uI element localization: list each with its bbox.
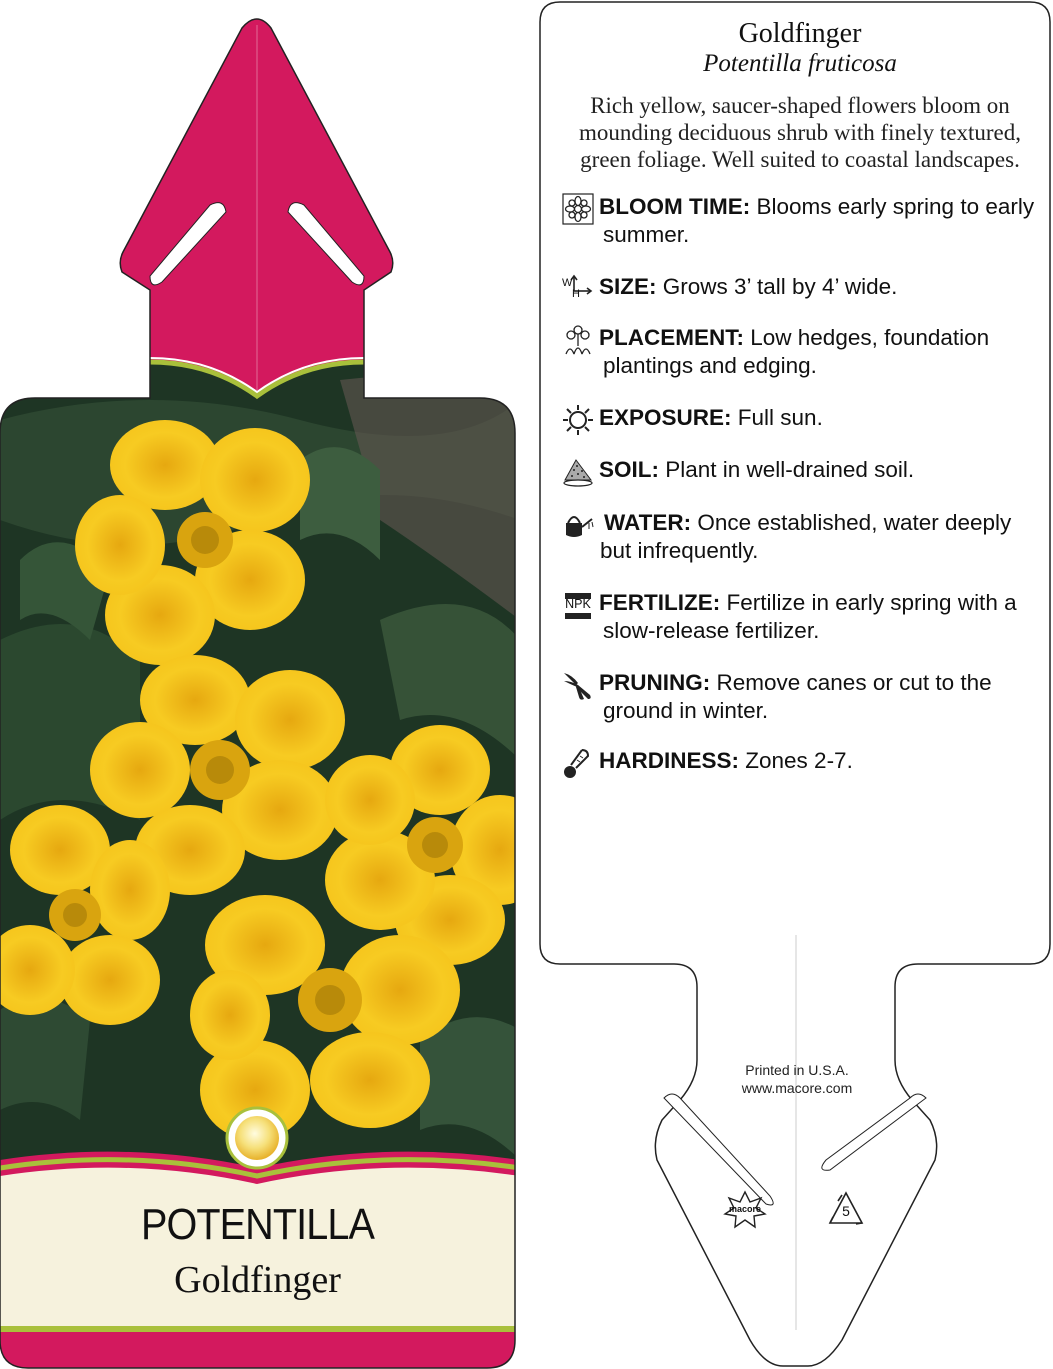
sun-icon [562,404,594,436]
soil-icon [562,456,594,488]
care-continuation: summer. [603,222,690,247]
care-text: Grows 3’ tall by 4’ wide. [656,274,898,299]
care-text: Fertilize in early spring with a [720,590,1017,615]
description-line-1: Rich yellow, saucer-shaped flowers bloom on [590,93,1010,118]
bottom-lime-line [0,1326,520,1332]
macore-logo-text: macore [728,1204,762,1214]
care-continuation: plantings and edging. [603,353,817,378]
care-label: HARDINESS: [599,748,740,773]
care-label: BLOOM TIME: [599,194,751,219]
care-label: SIZE: [599,274,657,299]
placement-plants-icon [562,324,594,356]
care-continuation: ground in winter. [603,698,769,723]
care-text: Once established, water deeply [691,510,1012,535]
size-w-letter: W [562,277,573,289]
description-line-3: green foliage. Well suited to coastal landscapes. [580,147,1020,172]
size-h-letter: H [572,288,580,300]
printed-in-text: Printed in U.S.A. [745,1062,849,1078]
npk-label: NPK [565,597,591,611]
care-label: PRUNING: [599,670,711,695]
care-continuation: slow-release fertilizer. [603,618,820,643]
plant-genus: POTENTILLA [140,1200,375,1249]
description-line-2: mounding deciduous shrub with finely textured, [578,120,1022,145]
thermometer-icon [562,747,594,779]
care-label: PLACEMENT: [599,325,744,350]
care-label: FERTILIZE: [599,590,721,615]
care-text: Remove canes or cut to the [710,670,992,695]
back-title: Goldfinger [738,18,862,49]
pruning-shears-icon [562,669,594,701]
recycle-number: 5 [842,1203,850,1219]
flower-photo [0,360,550,1210]
care-label: WATER: [604,510,692,535]
care-text: Zones 2-7. [739,748,853,773]
website-text: www.macore.com [741,1080,853,1096]
care-continuation: but infrequently. [600,538,759,563]
flower-icon [562,193,594,225]
care-text: Low hedges, foundation [744,325,990,350]
plant-variety: Goldfinger [174,1259,341,1301]
botanical-name: Potentilla fruticosa [703,50,897,77]
care-label: EXPOSURE: [599,405,732,430]
care-text: Blooms early spring to early [750,194,1035,219]
care-label: SOIL: [599,457,659,482]
care-text: Plant in well-drained soil. [659,457,915,482]
watering-can-icon [562,509,594,541]
sun-icon [227,1108,287,1168]
care-text: Full sun. [731,405,823,430]
